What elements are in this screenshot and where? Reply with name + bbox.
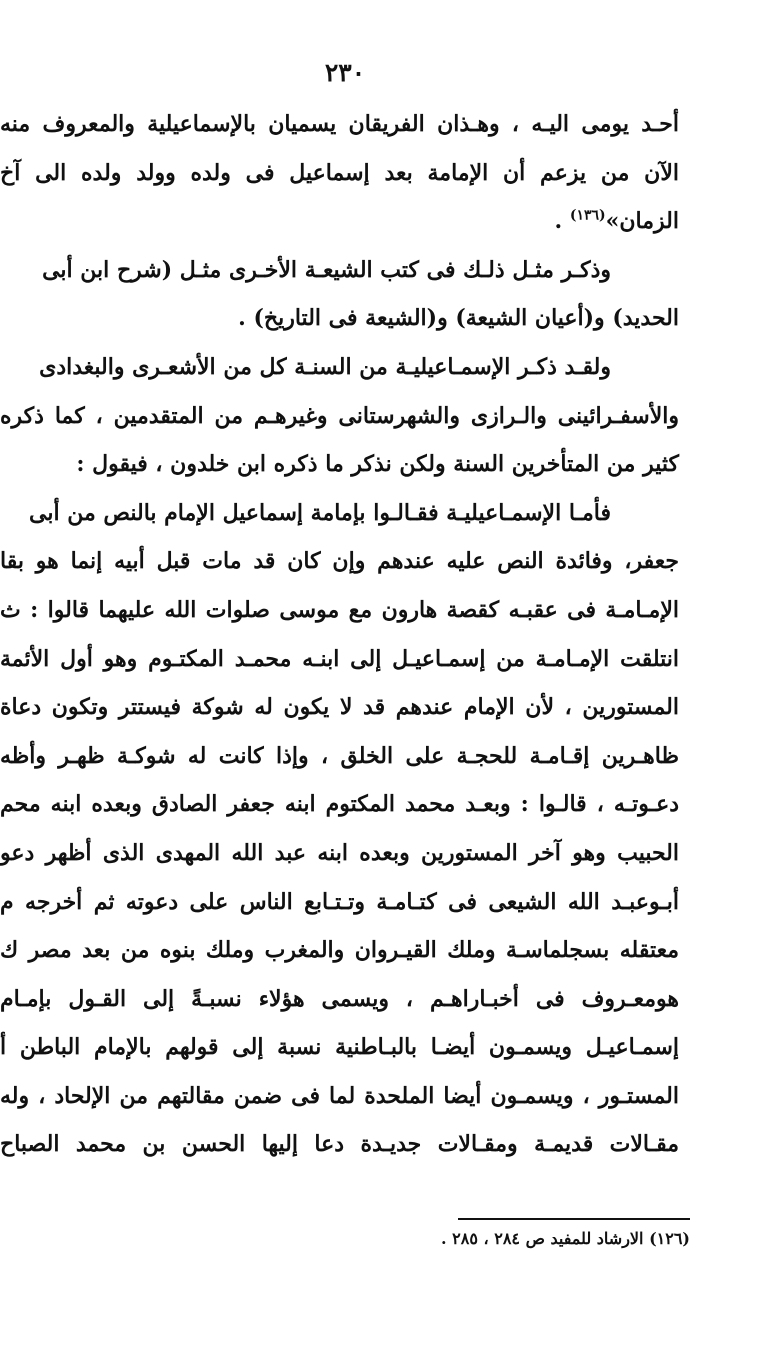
text-line: مقـالات قديمـة ومقـالات جديـدة دعا إليها الحسن بن محمد الصباح [0,1131,679,1158]
text-line: معتقله بسجلماسـة وملك القيـروان والمغرب وملك بنوه من بعد مصر ك [0,937,679,964]
text-line: وذكـر مثـل ذلـك فى كتب الشيعـة الأخـرى مثـل (شرح ابن أبى [42,256,611,283]
text-line: فأمـا الإسمـاعيليـة فقـالـوا بإمامة إسماعيل الإمام بالنص من أبى [28,499,611,526]
text-line: ولقـد ذكـر الإسمـاعيليـة من السنـة كل من الأشعـرى والبغدادى [39,353,611,380]
text-line: المستورين ، لأن الإمام عندهم قد لا يكون له شوكة فيستتر وتكون دعاة [0,694,679,721]
text-line: الحبيب وهو آخر المستورين وبعده ابنه عبد الله المهدى الذى أظهر دعو [0,839,679,866]
text-line: الآن من يزعم أن الإمامة بعد إسماعيل فى ولده وولد ولده الى آخ [0,159,679,186]
text-line: إسمـاعيـل ويسمـون أيضـا بالبـاطنية نسبة إلى قولهم بالإمام الباطن أ [0,1034,679,1061]
text-line: جعفر، وفائدة النص عليه عندهم وإن كان قد مات قبل أبيه إنما هو بقا [0,548,679,575]
footnote-reference: (١٣٦) [569,207,606,224]
text-line: الزمان»$^{(١٣٦)}$ . [554,207,679,235]
text-line: الإمـامـة فى عقبـه كقصة هارون مع موسى صلوات الله عليهما قالوا : ث [0,596,679,623]
text-line: الحديد) و(أعيان الشيعة) و(الشيعة فى التاريخ) . [238,305,679,332]
text-line: المستـور ، ويسمـون أيضا الملحدة لما فى ضمن مقالتهم من الإلحاد ، وله [0,1082,679,1109]
footnote-divider [458,1218,690,1220]
text-line: كثير من المتأخرين السنة ولكن نذكر ما ذكره ابن خلدون ، فيقول : [76,451,679,478]
text-line: ظاهـرين إقـامـة للحجـة على الخلق ، وإذا كانت له شوكـة ظهـر وأظه [0,742,679,769]
page-number: ٢٣٠ [324,58,366,87]
text-line: أحـد يومى اليـه ، وهـذان الفريقان يسميان بالإسماعيلية والمعروف منه [0,111,679,137]
text-line: دعـوتـه ، قالـوا : وبعـد محمد المكتوم ابنه جعفر الصادق وبعده ابنه محم [0,791,679,818]
body-text [0,100,761,1169]
text-line: والأسفـرائينى والـرازى والشهرستانى وغيرهـم من المتقدمين ، كما ذكره [0,402,679,429]
footnote: (١٢٦) الارشاد للمفيد ص ٢٨٤ ، ٢٨٥ . [440,1229,690,1248]
text-line: انتلقت الإمـامـة من إسمـاعيـل إلى ابنـه محمـد المكتـوم وهو أول الأئمة [0,645,679,672]
text-line: أبـوعبـد الله الشيعى فى كتـامـة وتـتـابع الناس على دعوته ثم أخرجه م [0,888,679,915]
text-line: هومعـروف فى أخبـاراهـم ، ويسمى هؤلاء نسبـةً إلى القـول بإمـام [0,985,679,1012]
